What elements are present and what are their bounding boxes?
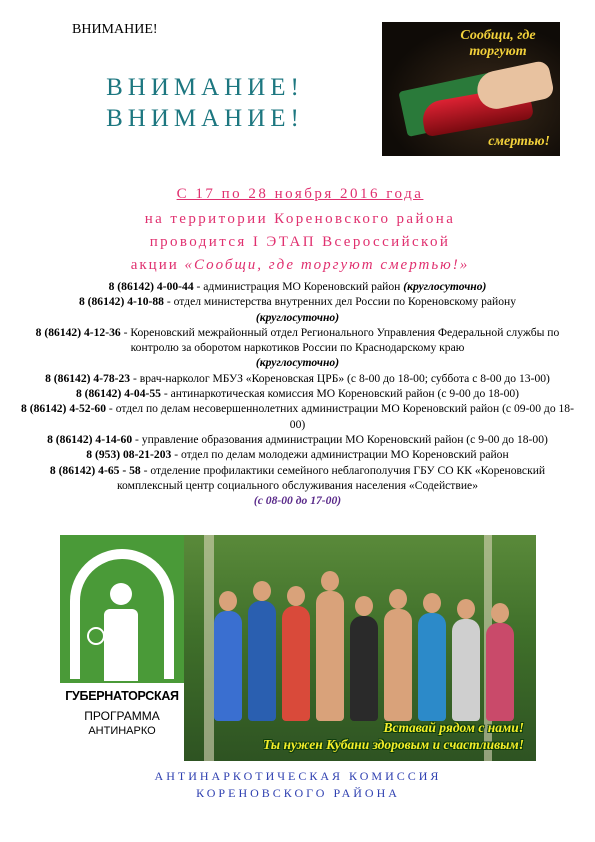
contact-list [20, 279, 575, 508]
adult-figure-body [104, 609, 138, 681]
promo-caption-top: Сообщи, где торгуют [460, 28, 536, 59]
person-figure [418, 613, 446, 721]
tree-trunk [204, 535, 214, 761]
contact-item [20, 386, 575, 401]
contact-description: - отдел по делам молодежи администрации МО Кореновский район [171, 448, 509, 462]
contact-description: - отдел министерства внутренних дел России по Кореновскому району [163, 295, 517, 309]
contact-phone[interactable]: 8 (86142) 4-10-88 [78, 295, 164, 309]
photo-caption-line-2: Ты нужен Кубани здоровым и счастливым! [262, 737, 524, 752]
contact-item [20, 279, 575, 294]
contact-phone[interactable]: 8 (86142) 4-14-60 [47, 432, 133, 446]
contact-phone[interactable]: 8 (953) 08-21-203 [86, 448, 172, 462]
contact-phone[interactable]: 8 (86142) 4-00-44 [108, 280, 194, 293]
campaign-name: «Сообщи, где торгуют смертью!» [184, 257, 470, 273]
contact-hours: (круглосуточно) [255, 356, 340, 370]
contact-description: - Кореновский межрайонный отдел Регионального Управления Федеральной службы по контролю за оборотом наркотиков России по Краснодарскому краю [120, 325, 560, 355]
contact-hours: (с 08-00 до 17-00) [253, 494, 342, 508]
title-line-1: ВНИМАНИЕ! [106, 74, 304, 101]
contact-hours: (круглосуточно) [255, 310, 340, 324]
person-figure [282, 606, 310, 721]
footer-line-1: АНТИНАРКОТИЧЕСКАЯ КОМИССИЯ [154, 769, 442, 783]
hand-graphic [474, 60, 555, 113]
person-figure [316, 591, 344, 721]
footer-line-2: КОРЕНОВСКОГО РАЙОНА [196, 786, 400, 800]
announcement-line-2: проводится I ЭТАП Всероссийской [149, 234, 451, 250]
person-figure [452, 619, 480, 721]
contact-item [20, 294, 575, 325]
contact-hours: (круглосуточно) [403, 280, 487, 293]
person-figure [384, 609, 412, 721]
contact-description: - управление образования администрации МО Кореновский район (с 9-00 до 18-00) [132, 432, 548, 446]
contact-phone[interactable]: 8 (86142) 4-12-36 [35, 325, 121, 339]
person-figure [486, 623, 514, 721]
footer-commission [60, 768, 536, 802]
contact-description: - врач-нарколог МБУЗ «Кореновская ЦРБ» (с 8-00 до 18-00; суббота с 8-00 до 13-00) [130, 371, 550, 385]
contact-phone[interactable]: 8 (86142) 4-78-23 [45, 371, 131, 385]
contact-item [20, 432, 575, 447]
contact-item [20, 447, 575, 462]
announcement-line-1: на территории Кореновского района [144, 211, 456, 227]
photo-caption-line-1: Вставай рядом с нами! [383, 720, 524, 735]
header-small-label: ВНИМАНИЕ! [72, 22, 158, 37]
logo-line-2: ПРОГРАММА [84, 709, 160, 723]
promo-caption-bottom: смертью! [488, 134, 550, 149]
youth-group-photo [184, 535, 536, 761]
contact-phone[interactable]: 8 (86142) 4-65 - 58 [49, 463, 141, 477]
announcement-line-3 [48, 257, 552, 274]
logo-text [60, 683, 184, 761]
child-figure-icon [87, 627, 105, 645]
person-figure [350, 616, 378, 721]
contact-item [20, 401, 575, 432]
photo-caption [224, 719, 524, 753]
logo-line-3: АНТИНАРКО [88, 725, 156, 737]
logo-line-1: ГУБЕРНАТОРСКАЯ [65, 689, 179, 703]
announcement-line-3-prefix: акции [130, 257, 185, 273]
campaign-dates: С 17 по 28 ноября 2016 года [176, 186, 424, 202]
contact-description: - антинаркотическая комиссия МО Кореновский район (с 9-00 до 18-00) [160, 387, 520, 401]
contact-phone[interactable]: 8 (86142) 4-04-55 [75, 387, 161, 401]
person-figure [248, 601, 276, 721]
contact-phone[interactable]: 8 (86142) 4-52-60 [21, 402, 107, 416]
page-title [70, 72, 340, 134]
contact-description: - администрация МО Кореновский район [193, 280, 404, 293]
title-line-2: ВНИМАНИЕ! [106, 105, 304, 132]
contact-description: - отдел по делам несовершеннолетних администрации МО Кореновский район (с 09-00 до 18-00) [106, 402, 574, 431]
campaign-promo-image [382, 22, 560, 156]
contact-description: - отделение профилактики семейного неблагополучия ГБУ СО КК «Кореновский комплексный центр социального обслуживания населения «Содействие» [117, 463, 546, 492]
adult-figure-icon [110, 583, 132, 605]
contact-item [20, 463, 575, 509]
antinarko-program-logo [60, 535, 184, 761]
person-figure [214, 611, 242, 721]
contact-item [20, 325, 575, 371]
contact-item [20, 371, 575, 386]
